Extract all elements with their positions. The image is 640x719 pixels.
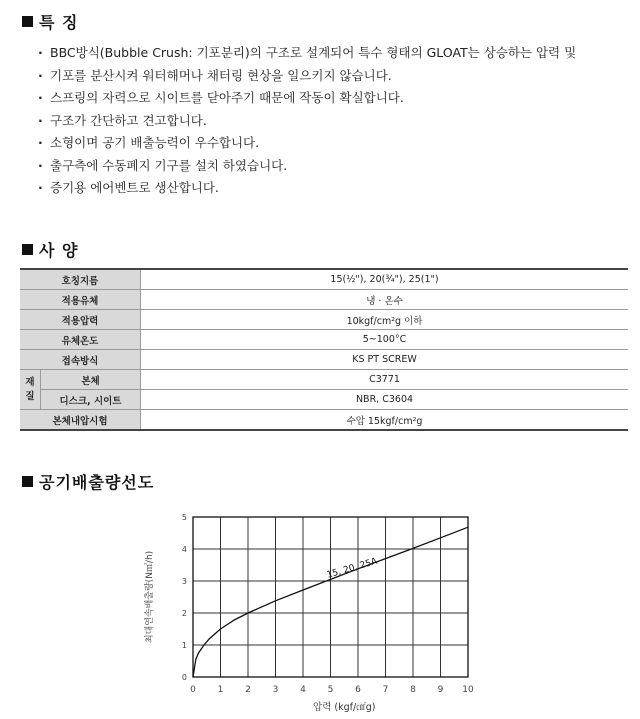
spec-label: 본체	[41, 370, 141, 390]
x-tick-label: 5	[327, 685, 334, 695]
x-tick-label: 2	[245, 685, 251, 695]
chart-heading	[22, 470, 154, 493]
spec-label: 유체온도	[20, 330, 141, 350]
table-row	[20, 269, 628, 290]
spec-value: 15(½"), 20(¾"), 25(1")	[141, 269, 629, 290]
x-tick-label: 0	[190, 685, 196, 695]
spec-value: 수압 15kgf/cm²g	[141, 410, 629, 431]
y-tick-label: 3	[181, 577, 187, 586]
table-row	[20, 390, 628, 410]
x-tick-label: 3	[272, 685, 279, 695]
x-tick-label: 4	[300, 685, 306, 695]
square-bullet-icon	[22, 476, 33, 487]
feature-item: · 출구측에 수동폐지 기구를 설치 하였습니다.	[38, 155, 634, 178]
spec-value: 냉 · 온수	[141, 290, 629, 310]
y-tick-label: 4	[181, 545, 187, 554]
feature-item: · 소형이며 공기 배출능력이 우수합니다.	[38, 132, 634, 155]
spec-label: 디스크, 시이트	[41, 390, 141, 410]
y-tick-label: 0	[181, 673, 187, 682]
spec-table	[20, 268, 628, 431]
spec-label: 접속방식	[20, 350, 141, 370]
spec-label: 적용압력	[20, 310, 141, 330]
table-row	[20, 330, 628, 350]
table-row	[20, 290, 628, 310]
spec-title: 사 양	[39, 241, 79, 260]
features-heading	[22, 10, 78, 33]
y-axis-label: 최대연속배출량(N㎥/h)	[145, 550, 155, 644]
feature-item: · 증기용 에어벤트로 생산합니다.	[38, 177, 634, 200]
table-row	[20, 410, 628, 431]
spec-value: 10kgf/cm²g 이하	[141, 310, 629, 330]
feature-item: · 스프링의 자력으로 시이트를 닫아주기 때문에 작동이 확실합니다.	[38, 87, 634, 110]
feature-item: · BBC방식(Bubble Crush: 기포분리)의 구조로 설계되어 특수 형태의 GLOAT는 상승하는 압력 및	[38, 42, 634, 65]
spec-label: 본체내압시험	[20, 410, 141, 431]
x-tick-label: 1	[217, 685, 224, 695]
features-title: 특 징	[39, 13, 79, 32]
x-axis-label: 압력 (kgf/㎠g)	[313, 702, 376, 713]
series-annotation: 15, 20, 25A	[325, 556, 379, 581]
y-tick-label: 2	[181, 609, 187, 618]
x-tick-label: 6	[355, 685, 361, 695]
material-group-label: 재 질	[20, 370, 41, 410]
x-tick-label: 8	[410, 685, 416, 695]
table-row	[20, 370, 628, 390]
spec-value: NBR, C3604	[141, 390, 629, 410]
feature-item: · 구조가 간단하고 견고합니다.	[38, 110, 634, 133]
chart-section-title: 공기배출량선도	[39, 473, 155, 492]
spec-value: 5~100°C	[141, 330, 629, 350]
table-row	[20, 310, 628, 330]
x-tick-label: 10	[462, 685, 474, 695]
y-tick-label: 5	[181, 513, 187, 522]
features-list	[38, 42, 634, 200]
table-row	[20, 350, 628, 370]
spec-heading	[22, 238, 78, 261]
spec-label: 호칭지름	[20, 269, 141, 290]
spec-value: C3771	[141, 370, 629, 390]
feature-item-continuation: · 기포를 분산시켜 워터해머나 채터링 현상을 일으키지 않습니다.	[38, 65, 634, 88]
air-discharge-chart	[130, 505, 490, 715]
spec-value: KS PT SCREW	[141, 350, 629, 370]
spec-label: 적용유체	[20, 290, 141, 310]
x-tick-label: 7	[382, 685, 389, 695]
square-bullet-icon	[22, 16, 33, 27]
y-tick-label: 1	[181, 641, 187, 650]
x-tick-label: 9	[437, 685, 444, 695]
square-bullet-icon	[22, 244, 33, 255]
